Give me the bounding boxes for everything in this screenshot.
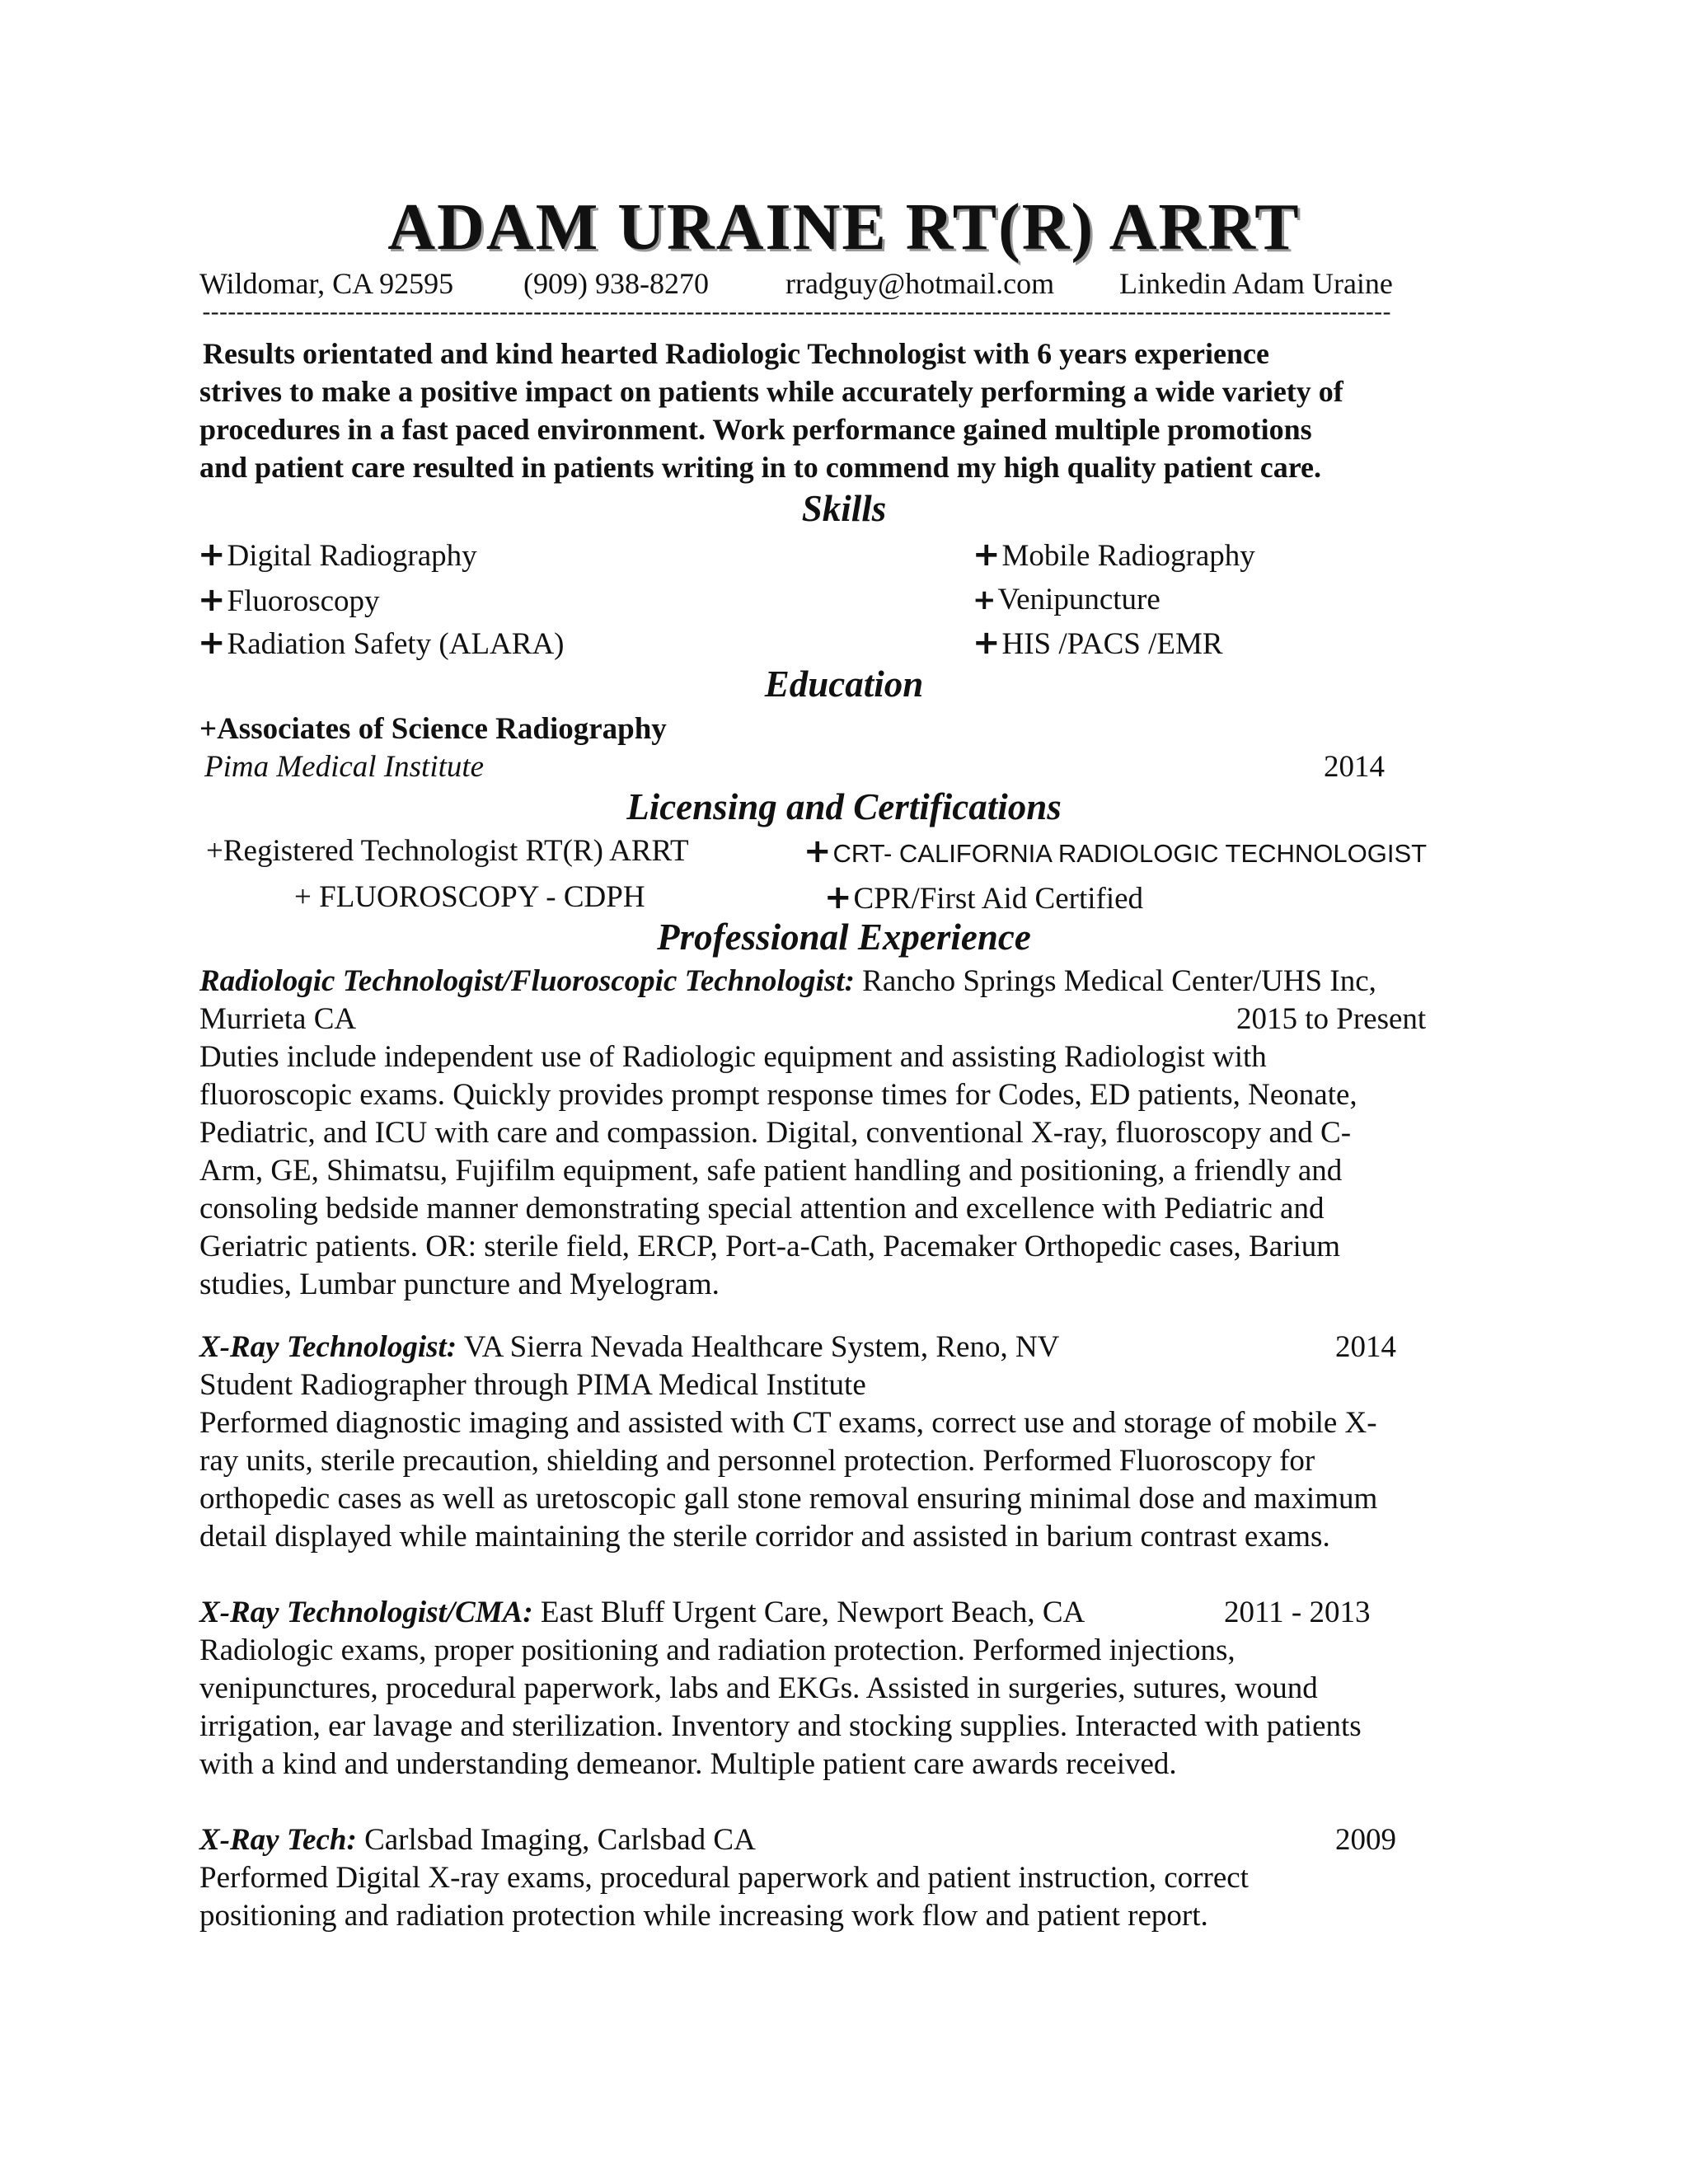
education-degree: +Associates of Science Radiography: [199, 712, 667, 746]
education-school: Pima Medical Institute: [204, 750, 485, 784]
job-dates: 2011 - 2013: [1224, 1596, 1371, 1629]
description-line: Performed Digital X-ray exams, procedural paperwork and patient instruction, correct: [199, 1861, 1249, 1895]
description-line: fluoroscopic exams. Quickly provides prompt response times for Codes, ED patients, Neonate,: [199, 1078, 1357, 1112]
education-year: 2014: [1324, 750, 1385, 784]
skill-item: +Fluoroscopy: [198, 581, 380, 619]
job-employer: Rancho Springs Medical Center/UHS Inc,: [854, 964, 1376, 998]
education-heading: Education: [764, 663, 924, 705]
description-line: Performed diagnostic imaging and assisted with CT exams, correct use and storage of mobile X-: [199, 1406, 1377, 1440]
skill-item: +HIS /PACS /EMR: [973, 624, 1223, 662]
job-dates: 2015 to Present: [1236, 1002, 1427, 1036]
description-line: orthopedic cases as well as uretoscopic gall stone removal ensuring minimal dose and maximum: [199, 1482, 1378, 1516]
candidate-name: ADAM URAINE RT(R) ARRT: [387, 191, 1301, 264]
contact-email: rradguy@hotmail.com: [785, 267, 1055, 300]
job-title-line: [199, 1594, 1085, 1632]
license-item: +CPR/First Aid Certified: [824, 879, 1144, 916]
contact-linkedin: Linkedin Adam Uraine: [1119, 267, 1393, 300]
job-title-line: [199, 1821, 756, 1859]
description-line: Pediatric, and ICU with care and compassion. Digital, conventional X-ray, fluoroscopy and C-: [199, 1116, 1352, 1150]
description-line: detail displayed while maintaining the sterile corridor and assisted in barium contrast exams.: [199, 1520, 1330, 1554]
job-title: X-Ray Technologist/CMA:: [199, 1596, 533, 1629]
description-line: ray units, sterile precaution, shielding and personnel protection. Performed Fluoroscopy for: [199, 1444, 1315, 1478]
professional-summary: [199, 335, 1469, 486]
job-title: X-Ray Tech:: [199, 1823, 357, 1857]
experience-heading: Professional Experience: [657, 916, 1031, 958]
license-item: +Registered Technologist RT(R) ARRT: [206, 834, 689, 868]
job-location: Murrieta CA: [199, 1002, 357, 1036]
license-item: +CRT- CALIFORNIA RADIOLOGIC TECHNOLOGIST: [804, 832, 1428, 870]
description-line: irrigation, ear lavage and sterilization. Inventory and stocking supplies. Interacted with patients: [199, 1709, 1362, 1743]
description-line: Student Radiographer through PIMA Medical Institute: [199, 1368, 866, 1402]
job-employer: Carlsbad Imaging, Carlsbad CA: [356, 1823, 756, 1857]
job-title-line: [199, 1329, 1059, 1366]
summary-line: strives to make a positive impact on patients while accurately performing a wide variety of: [199, 375, 1343, 408]
license-item: + FLUOROSCOPY - CDPH: [294, 880, 645, 914]
job-dates: 2014: [1335, 1330, 1396, 1364]
job-title: X-Ray Technologist:: [199, 1330, 457, 1364]
licensing-heading: Licensing and Certifications: [626, 786, 1062, 827]
job-description: [199, 1859, 1485, 1935]
description-line: with a kind and understanding demeanor. Multiple patient care awards received.: [199, 1747, 1177, 1781]
description-line: Arm, GE, Shimatsu, Fujifilm equipment, safe patient handling and positioning, a friendly and: [199, 1154, 1343, 1188]
skill-item: +Radiation Safety (ALARA): [198, 624, 565, 662]
description-line: Radiologic exams, proper positioning and radiation protection. Performed injections,: [199, 1633, 1236, 1667]
contact-phone: (909) 938-8270: [523, 267, 709, 300]
skill-item: +Digital Radiography: [198, 536, 477, 574]
job-employer: East Bluff Urgent Care, Newport Beach, CA: [532, 1596, 1085, 1629]
contact-location: Wildomar, CA 92595: [199, 267, 454, 300]
header-divider: --------------------------------------------------------------------------------------------------------------------------------------------: [199, 302, 1389, 327]
skills-heading: Skills: [801, 488, 887, 529]
job-title-line: [199, 963, 1376, 1001]
description-line: venipunctures, procedural paperwork, labs and EKGs. Assisted in surgeries, sutures, wound: [199, 1671, 1318, 1705]
job-description: [199, 1632, 1485, 1783]
job-dates: 2009: [1335, 1823, 1396, 1857]
skill-item: +Mobile Radiography: [973, 536, 1255, 574]
job-employer: VA Sierra Nevada Healthcare System, Reno, NV: [457, 1330, 1060, 1364]
job-description: [199, 1038, 1485, 1304]
description-line: consoling bedside manner demonstrating special attention and excellence with Pediatric and: [199, 1192, 1325, 1226]
description-line: studies, Lumbar puncture and Myelogram.: [199, 1268, 720, 1301]
summary-line: and patient care resulted in patients writing in to commend my high quality patient care.: [199, 451, 1322, 484]
job-description: [199, 1366, 1485, 1556]
description-line: positioning and radiation protection while increasing work flow and patient report.: [199, 1899, 1208, 1933]
description-line: Geriatric patients. OR: sterile field, ERCP, Port-a-Cath, Pacemaker Orthopedic cases, Barium: [199, 1230, 1341, 1263]
skill-item: +Venipuncture: [973, 583, 1160, 616]
description-line: Duties include independent use of Radiologic equipment and assisting Radiologist with: [199, 1040, 1267, 1074]
summary-line: procedures in a fast paced environment. Work performance gained multiple promotions: [199, 413, 1312, 446]
job-title: Radiologic Technologist/Fluoroscopic Technologist:: [199, 964, 855, 998]
summary-line: Results orientated and kind hearted Radiologic Technologist with 6 years experience: [203, 337, 1269, 370]
